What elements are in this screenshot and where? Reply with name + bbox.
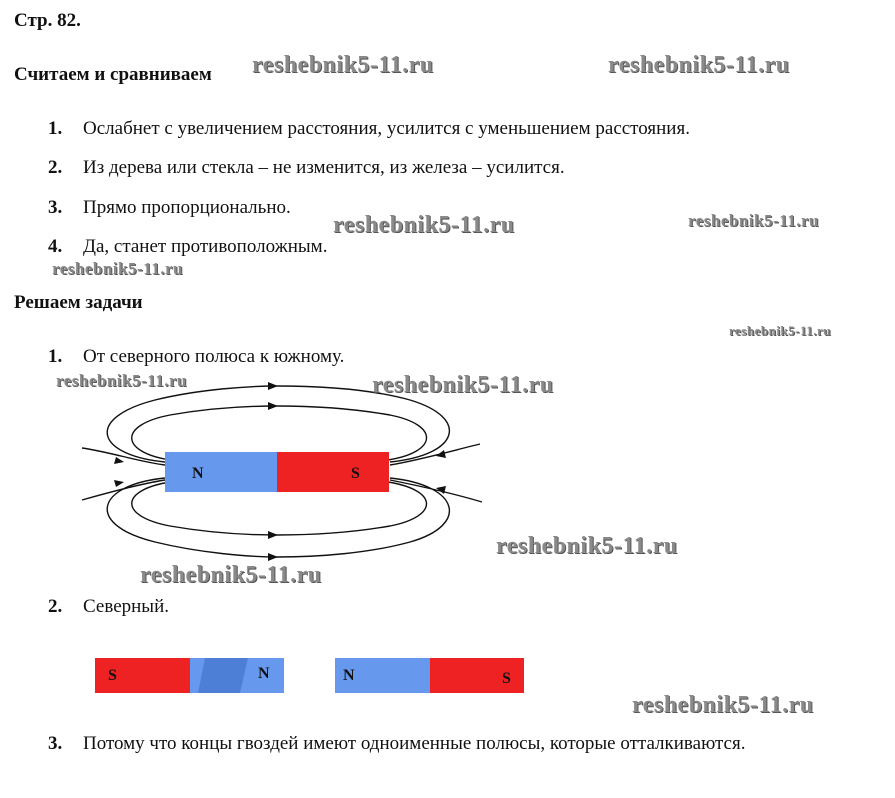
list-item-text: От северного полюса к южному. bbox=[83, 346, 345, 367]
watermark: reshebnik5-11.ru bbox=[52, 259, 183, 278]
magnet-north-pole bbox=[165, 452, 277, 492]
magnet-north-label: N bbox=[258, 665, 270, 682]
watermark: reshebnik5-11.ru bbox=[496, 533, 678, 559]
watermark: reshebnik5-11.ru bbox=[252, 52, 434, 78]
magnet-south-label: S bbox=[351, 465, 360, 482]
field-line bbox=[132, 406, 427, 460]
field-arrow-icon bbox=[268, 382, 278, 390]
list-item-number: 1. bbox=[48, 118, 63, 139]
magnet-shading bbox=[198, 658, 248, 693]
list-item-text: Ослабнет с увеличением расстояния, усилится с уменьшением расстояния. bbox=[83, 118, 690, 139]
field-arrow-icon bbox=[268, 531, 278, 539]
list-item-number: 1. bbox=[48, 346, 63, 367]
page-number: Стр. 82. bbox=[14, 10, 81, 31]
watermark: reshebnik5-11.ru bbox=[56, 371, 187, 390]
watermark: reshebnik5-11.ru bbox=[688, 211, 819, 230]
list-item-text: Северный. bbox=[83, 596, 169, 617]
watermark: reshebnik5-11.ru bbox=[372, 372, 554, 398]
field-arrow-icon bbox=[268, 553, 278, 561]
watermark: reshebnik5-11.ru bbox=[333, 212, 515, 238]
list-item-text: Да, станет противоположным. bbox=[83, 236, 328, 257]
watermark: reshebnik5-11.ru bbox=[632, 692, 814, 718]
section-heading-tasks: Решаем задачи bbox=[14, 292, 143, 313]
magnet-pair-right bbox=[335, 658, 524, 693]
field-line bbox=[390, 444, 480, 465]
list-item-text: Потому что концы гвоздей имеют одноименные полюсы, которые отталкиваются. bbox=[83, 733, 746, 754]
magnet-south-label: S bbox=[502, 670, 511, 687]
magnet-south-label: S bbox=[108, 667, 117, 684]
list-item-number: 3. bbox=[48, 733, 63, 754]
list-item-number: 2. bbox=[48, 157, 63, 178]
magnet-north-label: N bbox=[343, 667, 355, 684]
field-arrow-icon bbox=[114, 480, 124, 487]
magnet-pair-left bbox=[95, 658, 284, 693]
field-arrow-icon bbox=[114, 457, 124, 464]
watermark: reshebnik5-11.ru bbox=[608, 52, 790, 78]
list-item-number: 2. bbox=[48, 596, 63, 617]
magnet-north-label: N bbox=[192, 465, 204, 482]
section-heading-compare: Считаем и сравниваем bbox=[14, 64, 212, 85]
magnet-south-pole bbox=[277, 452, 389, 492]
watermark: reshebnik5-11.ru bbox=[729, 323, 832, 338]
list-item-number: 4. bbox=[48, 236, 63, 257]
field-line bbox=[82, 480, 165, 500]
list-item-text: Из дерева или стекла – не изменится, из железа – усилится. bbox=[83, 157, 565, 178]
watermark: reshebnik5-11.ru bbox=[140, 562, 322, 588]
field-arrow-icon bbox=[268, 402, 278, 410]
list-item-text: Прямо пропорционально. bbox=[83, 197, 291, 218]
list-item-number: 3. bbox=[48, 197, 63, 218]
